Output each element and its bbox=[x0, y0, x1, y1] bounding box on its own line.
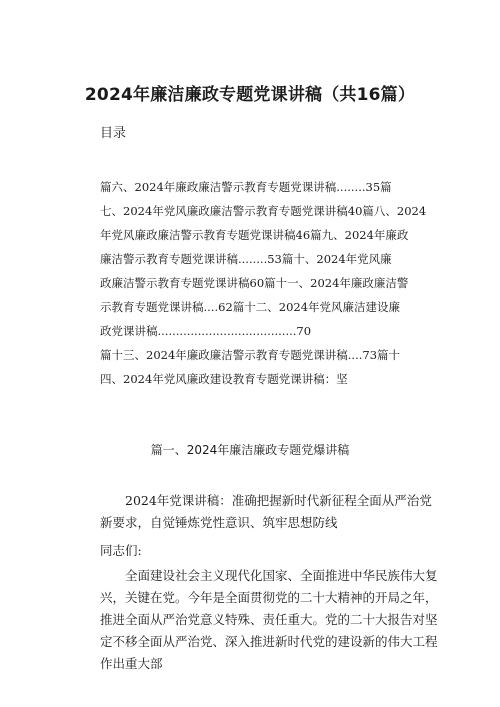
toc-line: 篇六、2024年廉政廉洁警示教育专题党课讲稿........35篇 bbox=[100, 180, 392, 194]
toc-line: 四、2024年党风廉政建设教育专题党课讲稿：坚 bbox=[100, 372, 348, 386]
toc-line: 年党风廉政廉洁警示教育专题党课讲稿46篇九、2024年廉政 bbox=[100, 228, 409, 242]
subtitle-paragraph: 2024年党课讲稿：准确把握新时代新征程全面从严治党新要求，自觉锤炼党性意识、筑牢思想防线 bbox=[100, 493, 432, 530]
toc-line: 政廉洁警示教育专题党课讲稿60篇十一、2024年廉政廉洁警 bbox=[100, 276, 409, 290]
toc-line: 政党课讲稿......................................70 bbox=[100, 324, 312, 338]
greeting: 同志们: bbox=[100, 543, 142, 558]
toc-line: 篇十三、2024年廉政廉洁警示教育专题党课讲稿....73篇十 bbox=[100, 348, 401, 362]
toc-line: 廉洁警示教育专题党课讲稿........53篇十、2024年党风廉 bbox=[100, 252, 392, 266]
toc-line: 示教育专题党课讲稿....62篇十二、2024年党风廉洁建设廉 bbox=[100, 300, 401, 314]
section-heading: 篇一、2024年廉洁廉政专题党爆讲稿 bbox=[150, 443, 350, 457]
main-paragraph: 全面建设社会主义现代化国家、全面推进中华民族伟大复兴，关键在党。今年是全面贯彻党的二十大精神的开局之年，推进全面从严治党意义特殊、责任重大。党的二十大报告对坚定不移全面从严治党、深入推进新时代党的建设新的伟大工程作出重大部 bbox=[100, 568, 438, 671]
table-of-contents bbox=[100, 175, 440, 391]
document-title: 2024年廉洁廉政专题党课讲稿（共16篇） bbox=[84, 85, 416, 105]
toc-heading: 目录 bbox=[100, 126, 127, 141]
toc-line: 七、2024年党风廉政廉洁警示教育专题党课讲稿40篇八、2024 bbox=[100, 204, 427, 218]
